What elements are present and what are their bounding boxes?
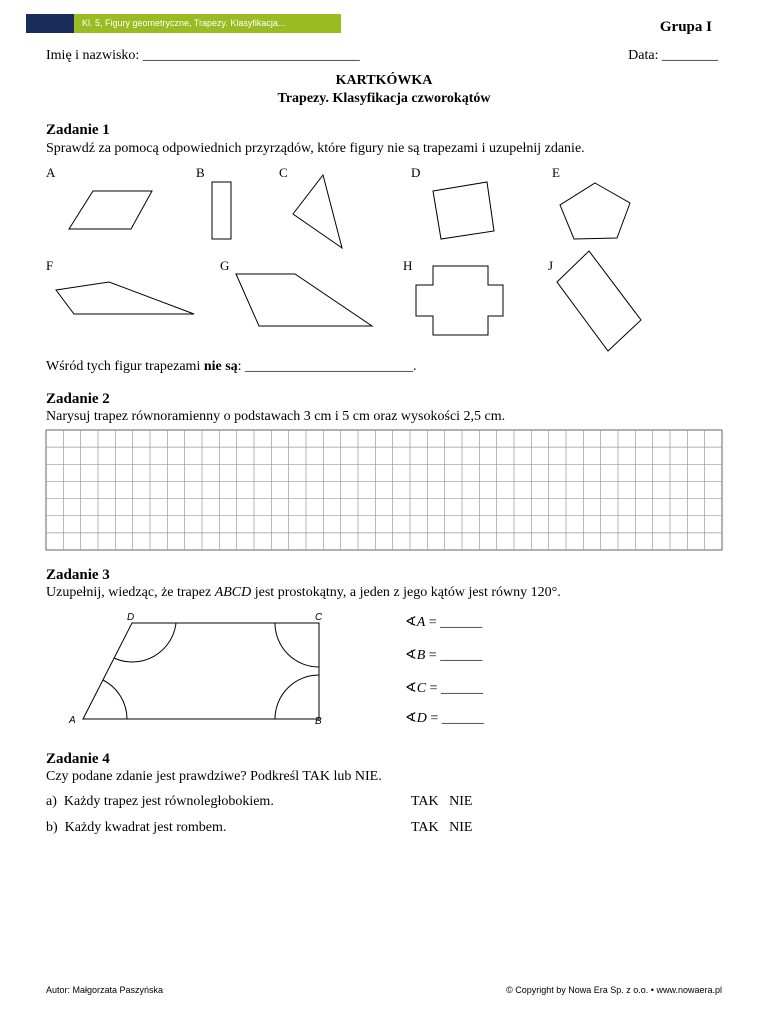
figure-label-e: E	[552, 165, 560, 180]
figure-h-cross	[416, 266, 503, 335]
figure-g-trapezoid	[236, 274, 372, 326]
figure-label-g: G	[220, 258, 230, 273]
figure-label-c: C	[279, 165, 288, 180]
figure-e-pentagon	[560, 183, 630, 239]
task4-heading: Zadanie 4	[46, 751, 110, 767]
figure-label-j: J	[548, 258, 554, 273]
option-nie-b[interactable]: NIE	[449, 820, 473, 835]
page-title: KARTKÓWKA	[335, 73, 433, 88]
task1-instruction: Sprawdź za pomocą odpowiednich przyrządów, które figury nie są trapezami i uzupełnij zdanie.	[46, 141, 585, 156]
angle-arc-c	[275, 623, 319, 667]
figure-label-f: F	[46, 258, 54, 273]
figure-j-rectangle	[557, 251, 641, 351]
option-tak-a[interactable]: TAK	[411, 794, 439, 809]
angle-arc-a	[103, 680, 127, 719]
figure-b-rectangle	[212, 182, 231, 239]
task4-options-a[interactable]	[411, 794, 472, 810]
figure-label-h: H	[403, 258, 413, 273]
footer-author: Autor: Małgorzata Paszyńska	[46, 985, 164, 995]
angle-d-answer: ∢D = ______	[405, 711, 484, 726]
angle-b-answer: ∢B = ______	[405, 648, 483, 663]
figure-c-triangle	[293, 175, 342, 248]
vertex-label-d: D	[127, 612, 135, 623]
task4-statement-a: a) Każdy trapez jest równoległobokiem.	[46, 794, 274, 809]
vertex-label-a: A	[69, 715, 76, 726]
task2-instruction: Narysuj trapez równoramienny o podstawach 3 cm i 5 cm oraz wysokości 2,5 cm.	[46, 409, 506, 424]
angle-arc-d	[114, 623, 176, 662]
breadcrumb: Kl. 5, Figury geometryczne, Trapezy. Klasyfikacja...	[74, 14, 341, 33]
group-label: Grupa I	[659, 19, 712, 35]
task4-statement-b: b) Każdy kwadrat jest rombem.	[46, 820, 227, 835]
task1-heading: Zadanie 1	[46, 122, 110, 138]
angle-a-answer: ∢A = ______	[405, 615, 483, 630]
task4-options-b[interactable]	[411, 820, 472, 836]
figure-label-b: B	[196, 165, 205, 180]
option-tak-b[interactable]: TAK	[411, 820, 439, 835]
page-subtitle: Trapezy. Klasyfikacja czworokątów	[277, 91, 491, 106]
task1-answer-line: Wśród tych figur trapezami nie są: ________________________.	[46, 359, 417, 374]
vertex-label-b: B	[315, 716, 322, 727]
figure-label-a: A	[46, 165, 56, 180]
name-field-label: Imię i nazwisko: _______________________________	[46, 48, 360, 63]
figure-d-tilted-square	[433, 182, 494, 239]
task4-instruction: Czy podane zdanie jest prawdziwe? Podkreśl TAK lub NIE.	[46, 769, 382, 784]
drawing-grid	[46, 430, 722, 550]
trapezoid-abcd	[83, 623, 319, 719]
angle-c-answer: ∢C = ______	[405, 681, 483, 696]
figure-a-parallelogram	[69, 191, 152, 229]
vertex-label-c: C	[315, 612, 323, 623]
task2-heading: Zadanie 2	[46, 391, 110, 407]
footer-copyright: © Copyright by Nowa Era Sp. z o.o. • www.nowaera.pl	[506, 985, 722, 995]
option-nie-a[interactable]: NIE	[449, 794, 473, 809]
date-field-label: Data: ________	[628, 48, 718, 63]
task3-instruction: Uzupełnij, wiedząc, że trapez ABCD jest prostokątny, a jeden z jego kątów jest równy 120°.	[46, 585, 561, 600]
angle-arc-b	[275, 675, 319, 719]
figure-label-d: D	[411, 165, 421, 180]
figure-f-trapezoid	[56, 282, 194, 314]
task3-heading: Zadanie 3	[46, 567, 110, 583]
